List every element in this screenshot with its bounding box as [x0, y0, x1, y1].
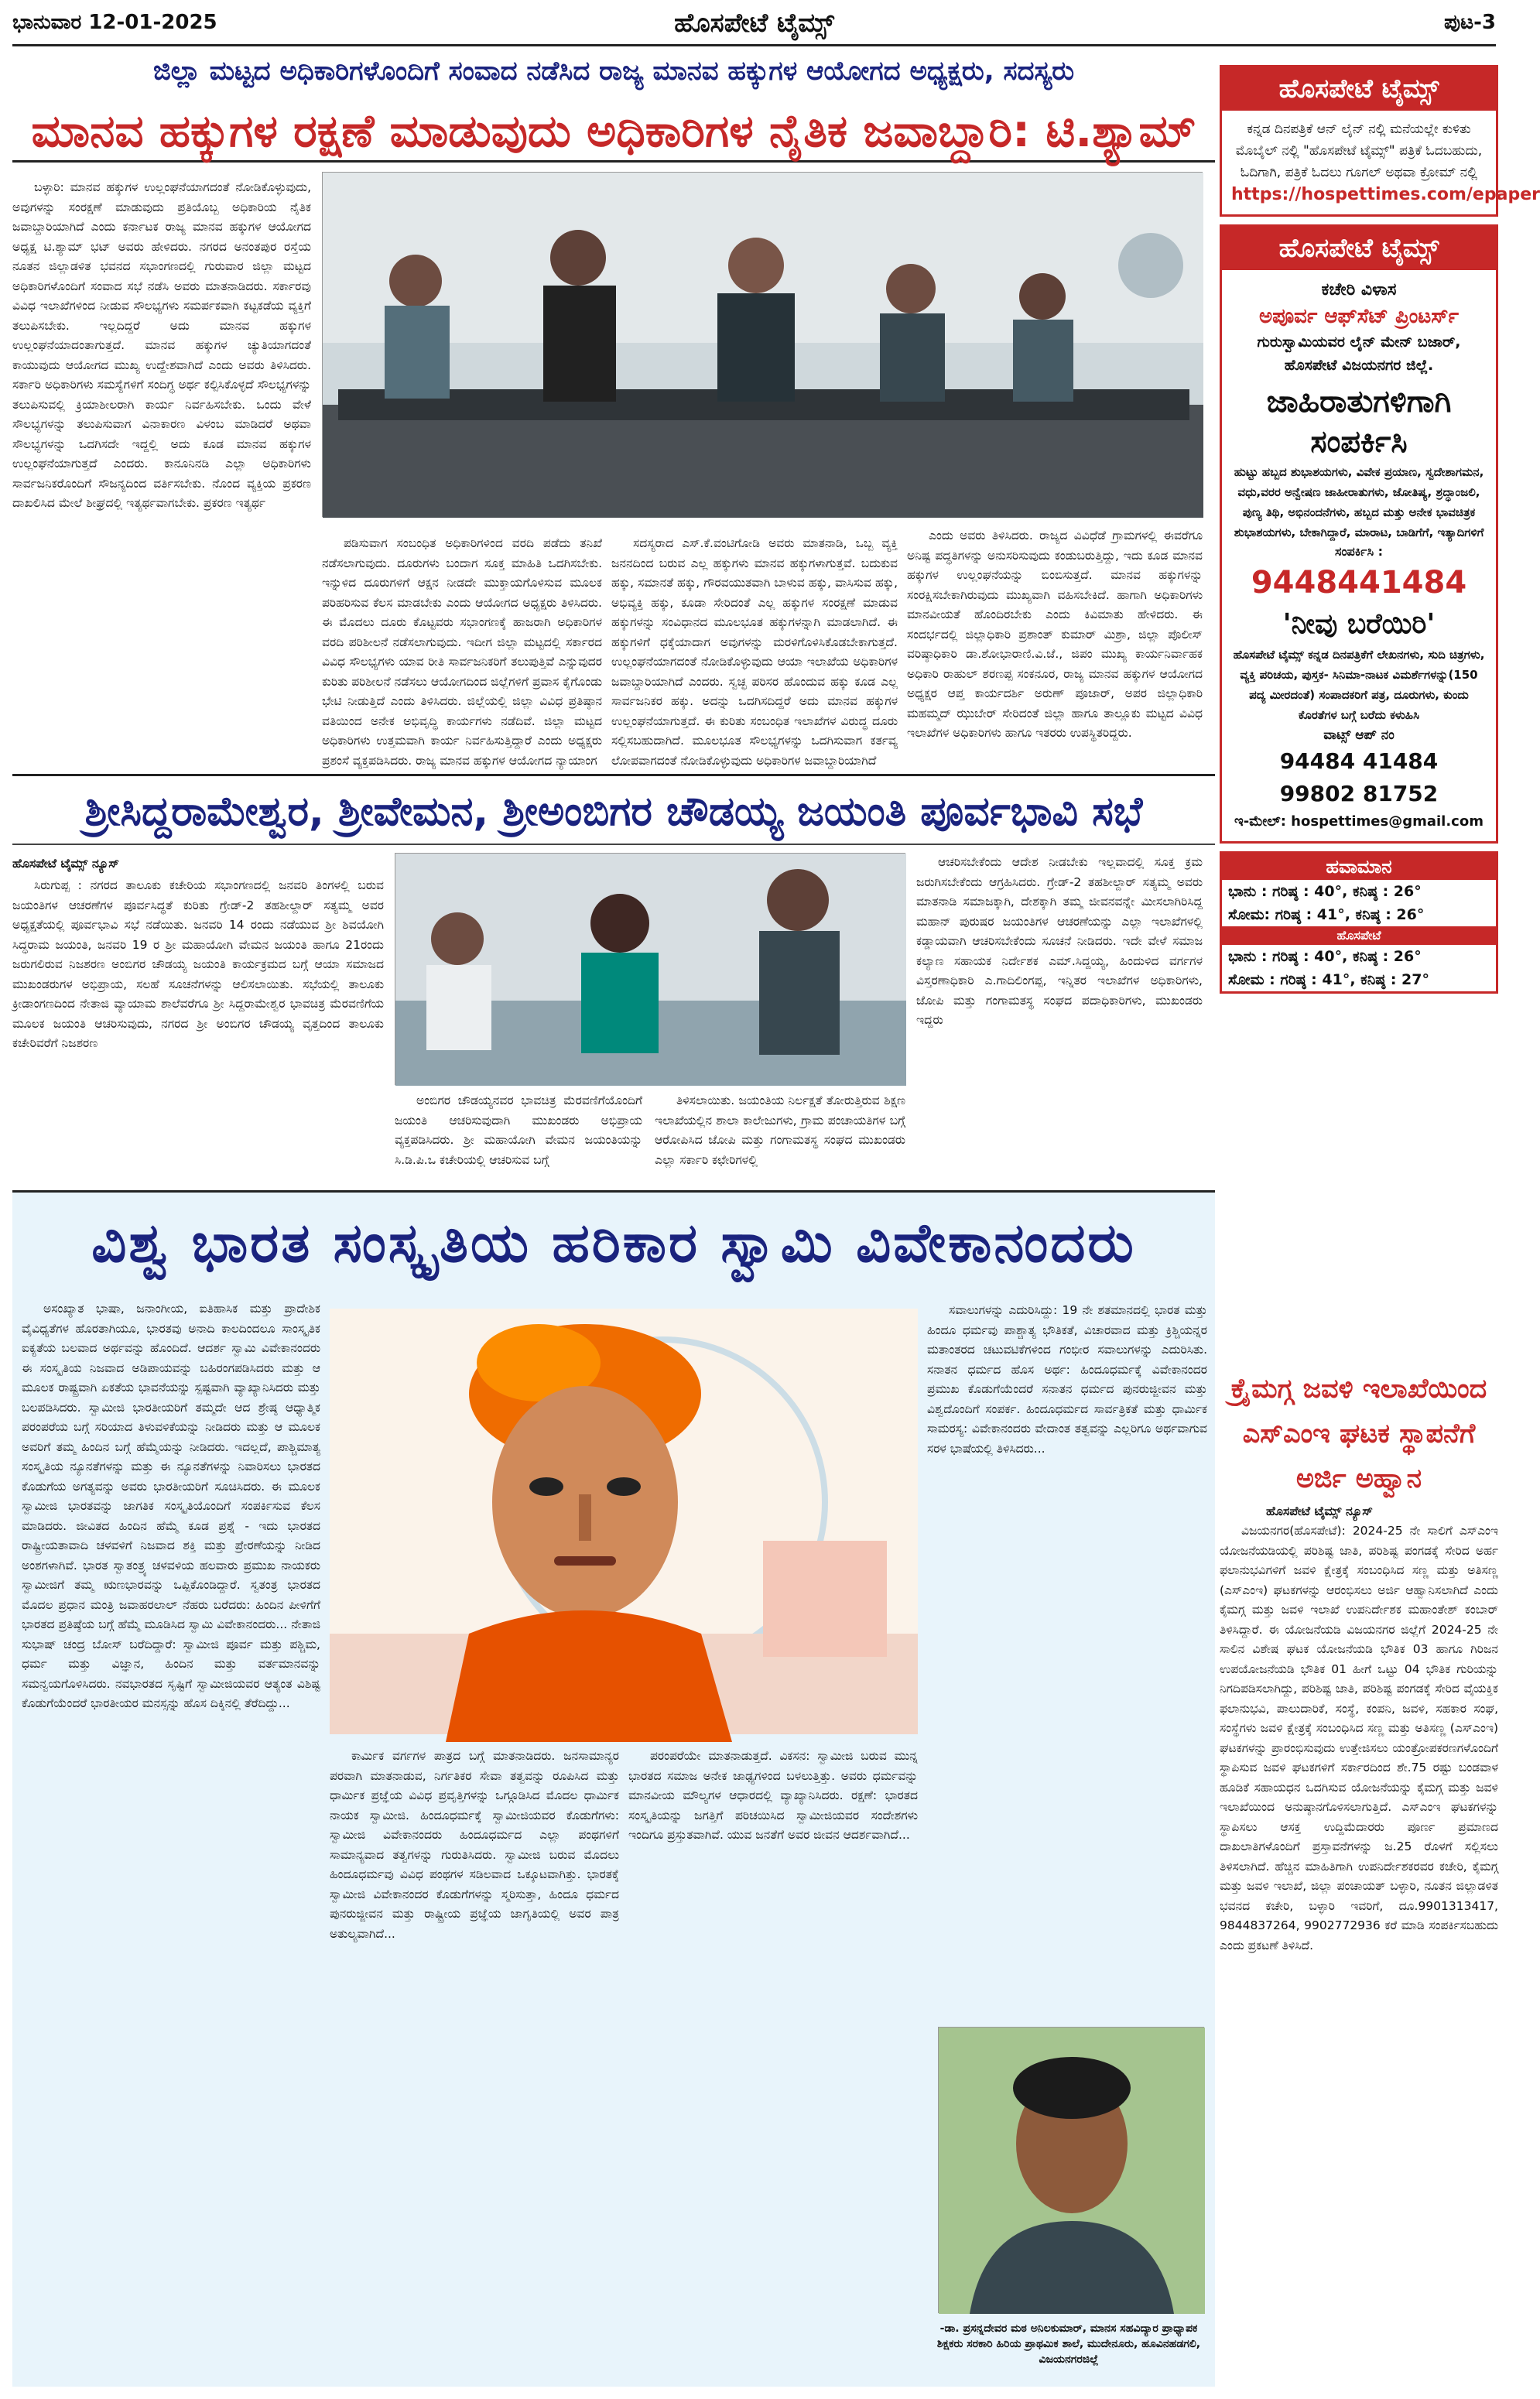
sidebar: [1220, 65, 1540, 994]
page-number: ಪುಟ-3: [1443, 11, 1496, 34]
write-description: ಹೊಸಪೇಟೆ ಟೈಮ್ಸ್ ಕನ್ನಡ ದಿನಪತ್ರಿಕೆಗೆ ಲೇಖನಗಳು, ಸುದಿ ಚಿತ್ರಗಳು, ವ್ಯಕ್ತಿ ಪರಿಚಯ, ಪುಸ್ತಕ- ಸಿನಿಮಾ-ನಾಟಕ ವಿಮರ್ಶೆಗಳನ್ನು(150 ಪದ್ಯ ಮೀರದಂತೆ) ಸಂಪಾದಕರಿಗೆ ಪತ್ರ, ದೂರುಗಳು, ಕುಂದು ಕೊರತೆಗಳ ಬಗ್ಗೆ ಬರೆದು ಕಳುಹಿಸಿ: [1233, 648, 1485, 722]
story1-column-1: ಬಳ್ಳಾರಿ: ಮಾನವ ಹಕ್ಕುಗಳ ಉಲ್ಲಂಘನೆಯಾಗದಂತೆ ನೋಡಿಕೊಳ್ಳುವುದು, ಅವುಗಳನ್ನು ಸಂರಕ್ಷಣೆ ಮಾಡುವುದು ಪ್ರತಿಯೊಬ್ಬ ಅಧಿಕಾರಿಯ ನೈತಿಕ ಜವಾಬ್ದಾರಿಯಾಗಿದೆ ಎಂದು ಕರ್ನಾಟಕ ರಾಜ್ಯ ಮಾನವ ಹಕ್ಕುಗಳ ಆಯೋಗದ ಅಧ್ಯಕ್ಷ ಟಿ.ಶ್ಯಾಮ್ ಭಟ್ ಅವರು ಹೇಳಿದರು. ನಗರದ ಅನಂತಪುರ ರಸ್ತೆಯ ನೂತನ ಜಿಲ್ಲಾಡಳಿತ ಭವನದ ಸಭಾಂಗಣದಲ್ಲಿ ಗುರುವಾರ ಜಿಲ್ಲಾ ಮಟ್ಟದ ಅಧಿಕಾರಿಗಳೊಂದಿಗೆ ಸಂವಾದ ಸಭೆ ನಡೆಸಿ ಅವರು ಮಾತನಾಡಿದರು. ಸರ್ಕಾರವು ವಿವಿಧ ಇಲಾಖೆಗಳಿಂದ ನೀಡುವ ಸೌಲಭ್ಯಗಳು ಸಮರ್ಪಕವಾಗಿ ಕಟ್ಟಕಡೆಯ ವ್ಯಕ್ತಿಗೆ ತಲುಪಿಸಬೇಕು. ಇಲ್ಲದಿದ್ದರೆ ಅದು ಮಾನವ ಹಕ್ಕುಗಳ ಉಲ್ಲಂಘನೆಯಾದಂತಾಗುತ್ತದೆ. ಮಾನವ ಹಕ್ಕುಗಳ ಚ್ಯುತಿಯಾಗದಂತೆ ಕಾಯುವುದು ಆಯೋಗದ ಮುಖ್ಯ ಉದ್ದೇಶವಾಗಿದೆ ಎಂದು ಅವರು ತಿಳಿಸಿದರು. ಸರ್ಕಾರಿ ಅಧಿಕಾರಿಗಳು ಸಮಸ್ಯೆಗಳಿಗೆ ಸಂದಿಗ್ಧ ಅರ್ಥ ಕಲ್ಪಿಸಿಕೊಳ್ಳದೆ ಸೌಲಭ್ಯಗಳನ್ನು ತಲುಪಿಸುವಲ್ಲಿ ಕ್ರಿಯಾಶೀಲರಾಗಿ ಕಾರ್ಯ ನಿರ್ವಹಿಸಬೇಕು. ಒಂದು ವೇಳೆ ಸೌಲಭ್ಯಗಳನ್ನು ತಲುಪಿಸುವಾಗ ವಿನಾಕಾರಣ ವಿಳಂಬ ಮಾಡಿದರೆ ಅಥವಾ ಸೌಲಭ್ಯಗಳನ್ನು ಒದಗಿಸದೇ ಇದ್ದಲ್ಲಿ ಅದು ಕೂಡ ಮಾನವ ಹಕ್ಕುಗಳ ಉಲ್ಲಂಘನೆಯಾಗುತ್ತದೆ ಎಂದರು. ಕಾನೂನಿನಡಿ ಎಲ್ಲಾ ಅಧಿಕಾರಿಗಳು ಸಾರ್ವಜನಿಕರೊಂದಿಗೆ ಸೌಜನ್ಯದಿಂದ ವರ್ತಿಸಬೇಕು. ನೊಂದ ವ್ಯಕ್ತಿಯ ಪ್ರಕರಣ ದಾಖಲಿಸಿದ ಮೇಲೆ ಶೀಘ್ರದಲ್ಲಿ ಇತ್ಯರ್ಥವಾಗಬೇಕು. ಪ್ರಕರಣ ಇತ್ಯರ್ಥ: [12, 180, 311, 510]
masthead: ಹೊಸಪೇಟೆ ಟೈಮ್ಸ್: [674, 8, 834, 39]
write-heading: 'ನೀವು ಬರೆಯಿರಿ': [1282, 608, 1436, 640]
story2-byline: ಹೊಸಪೇಟೆ ಟೈಮ್ಸ್ ನ್ಯೂಸ್: [12, 856, 119, 871]
author-photo: [938, 2027, 1204, 2313]
story1-headline: ಮಾನವ ಹಕ್ಕುಗಳ ರಕ್ಷಣೆ ಮಾಡುವುದು ಅಧಿಕಾರಿಗಳ ನೈತಿಕ ಜವಾಬ್ದಾರಿ: ಟಿ.ಶ್ಯಾಮ್: [12, 99, 1215, 163]
story3-column-1: ಅಸಂಖ್ಯಾತ ಭಾಷಾ, ಜನಾಂಗೀಯ, ಐತಿಹಾಸಿಕ ಮತ್ತು ಪ್ರಾದೇಶಿಕ ವೈವಿಧ್ಯತೆಗಳ ಹೊರತಾಗಿಯೂ, ಭಾರತವು ಅನಾದಿ ಕಾಲದಿಂದಲೂ ಸಾಂಸ್ಕೃತಿಕ ಐಕ್ಯತೆಯ ಬಲವಾದ ಅರ್ಥವನ್ನು ಹೊಂದಿದೆ. ಆದರ್ಶ ಸ್ವಾಮಿ ವಿವೇಕಾನಂದರು ಈ ಸಂಸ್ಕೃತಿಯ ನಿಜವಾದ ಅಡಿಪಾಯವನ್ನು ಬಹಿರಂಗಪಡಿಸಿದರು ಮತ್ತು ಆ ಮೂಲಕ ರಾಷ್ಟ್ರವಾಗಿ ಏಕತೆಯ ಭಾವನೆಯನ್ನು ಸ್ಪಷ್ಟವಾಗಿ ವ್ಯಾಖ್ಯಾನಿಸಿದರು ಮತ್ತು ಬಲಪಡಿಸಿದರು. ಸ್ವಾಮೀಜಿ ಭಾರತೀಯರಿಗೆ ತಮ್ಮದೇ ಆದ ಶ್ರೇಷ್ಠ ಆಧ್ಯಾತ್ಮಿಕ ಪರಂಪರೆಯ ಬಗ್ಗೆ ಸರಿಯಾದ ತಿಳುವಳಿಕೆಯನ್ನು ನೀಡಿದರು ಮತ್ತು ಆ ಮೂಲಕ ಅವರಿಗೆ ತಮ್ಮ ಹಿಂದಿನ ಬಗ್ಗೆ ಹೆಮ್ಮೆಯನ್ನು ನೀಡಿದರು. ಇದಲ್ಲದೆ, ಪಾಶ್ಚಿಮಾತ್ಯ ಸಂಸ್ಕೃತಿಯ ನ್ಯೂನತೆಗಳನ್ನು ಮತ್ತು ಈ ನ್ಯೂನತೆಗಳನ್ನು ನಿವಾರಿಸಲು ಭಾರತದ ಕೊಡುಗೆಯ ಅಗತ್ಯವನ್ನು ಅವರು ಭಾರತೀಯರಿಗೆ ಸೂಚಿಸಿದರು. ಈ ಮೂಲಕ ಸ್ವಾಮೀಜಿ ಭಾರತವನ್ನು ಜಾಗತಿಕ ಸಂಸ್ಕೃತಿಯೊಂದಿಗೆ ಸಂಪರ್ಕಿಸುವ ಕೆಲಸ ಮಾಡಿದರು. ಜೀವಿತದ ಹಿಂದಿನ ಹೆಮ್ಮೆ ಕೂಡ ಪ್ರಶ್ನೆ - ಇದು ಭಾರತದ ರಾಷ್ಟ್ರೀಯತಾವಾದಿ ಚಳವಳಿಗೆ ನಿಜವಾದ ಶಕ್ತಿ ಮತ್ತು ಪ್ರೇರಣೆಯನ್ನು ನೀಡಿದ ಅಂಶಗಳಾಗಿವೆ. ಭಾರತ ಸ್ವಾತಂತ್ರ್ಯ ಚಳವಳಿಯ ಹಲವಾರು ಪ್ರಮುಖ ನಾಯಕರು ಸ್ವಾಮೀಜಿಗೆ ತಮ್ಮ ಋಣಭಾರವನ್ನು ಒಪ್ಪಿಕೊಂಡಿದ್ದಾರೆ. ಸ್ವತಂತ್ರ ಭಾರತದ ಮೊದಲ ಪ್ರಧಾನ ಮಂತ್ರಿ ಜವಾಹರಲಾಲ್ ನೆಹರು ಬರೆದರು: ಹಿಂದಿನ ಪೀಳಿಗೆಗೆ ಭಾರತದ ಪ್ರತಿಷ್ಠೆಯ ಬಗ್ಗೆ ಹೆಮ್ಮೆ ಮೂಡಿಸಿದ ಸ್ವಾಮಿ ವಿವೇಕಾನಂದರು... ನೇತಾಜಿ ಸುಭಾಷ್ ಚಂದ್ರ ಬೋಸ್ ಬರೆದಿದ್ದಾರೆ: ಸ್ವಾಮೀಜಿ ಪೂರ್ವ ಮತ್ತು ಪಶ್ಚಿಮ, ಧರ್ಮ ಮತ್ತು ವಿಜ್ಞಾನ, ಹಿಂದಿನ ಮತ್ತು ವರ್ತಮಾನವನ್ನು ಸಮನ್ವಯಗೊಳಿಸಿದರು. ನವಭಾರತದ ಸೃಷ್ಟಿಗೆ ಸ್ವಾಮೀಜಿಯವರ ಆತ್ಯಂತ ವಿಶಿಷ್ಟ ಕೊಡುಗೆಯೆಂದರೆ ಭಾರತೀಯರ ಮನಸ್ಸನ್ನು ಹೊಸ ದಿಕ್ಕಿನಲ್ಲಿ ತೆರೆದಿದ್ದು...: [22, 1302, 320, 1710]
weather-title: ಹವಾಮಾನ: [1222, 854, 1496, 880]
weather-row: ಸೋಮ : ಗರಿಷ್ಠ : 41°, ಕನಿಷ್ಠ : 27°: [1228, 971, 1429, 988]
story2-column-4: ಆಚರಿಸಬೇಕೆಂದು ಆದೇಶ ನೀಡಬೇಕು ಇಲ್ಲವಾದಲ್ಲಿ ಸೂಕ್ತ ಕ್ರಮ ಜರುಗಿಸಬೇಕೆಂದು ಆಗ್ರಹಿಸಿದರು. ಗ್ರೇಡ್-2 ತಹಶೀಲ್ದಾರ್ ಸತ್ಯಮ್ಮ ಅವರು ಮಾತನಾಡಿ ಸಮಾಜಕ್ಕಾಗಿ, ದೇಶಕ್ಕಾಗಿ ತಮ್ಮ ಜೀವನವನ್ನೇ ಮೀಸಲಾಗಿರಿಸಿದ್ದ ಮಹಾನ್ ಪುರುಷರ ಜಯಂತಿಗಳ ಆಚರಣೆಯನ್ನು ಎಲ್ಲಾ ಇಲಾಖೆಗಳಲ್ಲಿ ಕಡ್ಡಾಯವಾಗಿ ಆಚರಿಸಬೇಕೆಂದು ಸೂಚನೆ ನೀಡಿದರು. ಇದೇ ವೇಳೆ ಸಮಾಜ ಕಲ್ಯಾಣ ಸಹಾಯಕ ನಿರ್ದೇಶಕ ಎಮ್.ಸಿದ್ದಯ್ಯ, ಹಿಂದುಳಿದ ವರ್ಗಗಳ ವಿಸ್ತರಣಾಧಿಕಾರಿ ಎ.ಗಾದಿಲಿಂಗಪ್ಪ, ಇನ್ನಿತರ ಇಲಾಖೆಗಳ ಅಧಿಕಾರಿಗಳು, ಜೋಪಿ ಮತ್ತು ಗಂಗಾಮತಸ್ಥ ಸಂಘದ ಪದಾಧಿಕಾರಿಗಳು, ಮುಖಂಡರು ಇದ್ದರು: [916, 855, 1203, 1027]
whatsapp-label: ವಾಟ್ಸ್ ಆಪ್ ನಂ: [1323, 727, 1395, 743]
side-story: [1220, 1367, 1498, 2319]
email-address[interactable]: ಇ-ಮೇಲ್: hospettimes@gmail.com: [1234, 813, 1484, 830]
story2-column-2: ಅಂಬಿಗರ ಚೌಡಯ್ಯನವರ ಭಾವಚಿತ್ರ ಮೆರವಣಿಗೆಯೊಂದಿಗೆ ಜಯಂತಿ ಆಚರಿಸುವುದಾಗಿ ಮುಖಂಡರು ಅಭಿಪ್ರಾಯ ವ್ಯಕ್ತಪಡಿಸಿದರು. ಶ್ರೀ ಮಹಾಯೋಗಿ ವೇಮನ ಜಯಂತಿಯನ್ನು ಸಿ.ಡಿ.ಪಿ.ಒ ಕಚೇರಿಯಲ್ಲಿ ಆಚರಿಸುವ ಬಗ್ಗೆ: [395, 1093, 642, 1167]
story2-column-1: ಸಿರುಗುಪ್ಪ : ನಗರದ ತಾಲೂಕು ಕಚೇರಿಯ ಸಭಾಂಗಣದಲ್ಲಿ ಜನವರಿ ತಿಂಗಳಲ್ಲಿ ಬರುವ ಜಯಂತಿಗಳ ಆಚರಣೆಗಳ ಪೂರ್ವಸಿದ್ಧತೆ ಕುರಿತು ಗ್ರೇಡ್-2 ತಹಶೀಲ್ದಾರ್ ಸತ್ಯಮ್ಮ ಅವರ ಅಧ್ಯಕ್ಷತೆಯಲ್ಲಿ ಪೂರ್ವಭಾವಿ ಸಭೆ ನಡೆಯಿತು. ಜನವರಿ 14 ರಂದು ನಡೆಯುವ ಶ್ರೀ ಶಿವಯೋಗಿ ಸಿದ್ಧರಾಮ ಜಯಂತಿ, ಜನವರಿ 19 ರ ಶ್ರೀ ಮಹಾಯೋಗಿ ವೇಮನ ಜಯಂತಿ ಹಾಗೂ 21ರಂದು ಜರುಗಲಿರುವ ನಿಜಶರಣ ಅಂಬಿಗರ ಚೌಡಯ್ಯ ಜಯಂತಿ ಕಾರ್ಯಕ್ರಮದ ಬಗ್ಗೆ ಆಯಾ ಸಮಾಜದ ಮುಖಂಡರುಗಳ ಅಭಿಪ್ರಾಯ, ಸಲಹೆ ಸೂಚನೆಗಳನ್ನು ಆಲಿಸಲಾಯಿತು. ಸಭೆಯಲ್ಲಿ ತಾಲೂಕು ಕ್ರೀಡಾಂಗಣದಿಂದ ನೇತಾಜಿ ವ್ಯಾಯಾಮ ಶಾಲೆವರೆಗೂ ಶ್ರೀ ಸಿದ್ದರಾಮೇಶ್ವರ ಭಾವಚಿತ್ರ ಮೆರವಣಿಗೆಯ ಮೂಲಕ ಜಯಂತಿ ಆಚರಿಸುವುದು, ನಗರದ ಶ್ರೀ ಅಂಬಿಗರ ಚೌಡಯ್ಯ ವೃತ್ತದಿಂದ ತಾಲೂಕು ಕಚೇರಿವರೆಗೆ ನಿಜಶರಣ: [12, 878, 384, 1050]
prebriefing-photo: [395, 853, 905, 1085]
office-label: ಕಚೇರಿ ವಿಳಾಸ: [1321, 280, 1397, 299]
whatsapp-phone-2[interactable]: 99802 81752: [1279, 781, 1439, 806]
side-story-byline: ಹೊಸಪೇಟೆ ಟೈಮ್ಸ್ ನ್ಯೂಸ್: [1266, 1504, 1373, 1518]
story1-column-3: ಸದಸ್ಯರಾದ ಎಸ್.ಕೆ.ವಂಟಿಗೋಡಿ ಅವರು ಮಾತನಾಡಿ, ಒಬ್ಬ ವ್ಯಕ್ತಿ ಜನನದಿಂದ ಬರುವ ಎಲ್ಲ ಹಕ್ಕುಗಳು ಮಾನವ ಹಕ್ಕುಗಳಾಗುತ್ತವೆ. ಬದುಕುವ ಹಕ್ಕು, ಸಮಾನತೆ ಹಕ್ಕು, ಗೌರವಯುತವಾಗಿ ಬಾಳುವ ಹಕ್ಕು, ವಾಸಿಸುವ ಹಕ್ಕು, ಅಭಿವ್ಯಕ್ತಿ ಹಕ್ಕು, ಕೂಡಾ ಸೇರಿದಂತೆ ಎಲ್ಲ ಹಕ್ಕುಗಳ ಸಂರಕ್ಷಣೆ ಮಾಡುವ ಹಕ್ಕುಗಳನ್ನು ಸಂವಿಧಾನದ ಮೂಲಭೂತ ಹಕ್ಕುಗಳನ್ನಾಗಿ ಮಾಡಲಾಗಿದೆ. ಈ ಹಕ್ಕುಗಳಿಗೆ ಧಕ್ಕೆಯಾದಾಗ ಅವುಗಳನ್ನು ಮರಳಿಗೊಳಿಸಿಕೊಡಬೇಕಾಗುತ್ತದೆ. ಉಲ್ಲಂಘನೆಯಾಗದಂತೆ ನೋಡಿಕೊಳ್ಳುವುದು ಆಯಾ ಇಲಾಖೆಯ ಅಧಿಕಾರಿಗಳ ಜವಾಬ್ದಾರಿಯಾಗಿದೆ ಎಂದರು. ಸ್ವಚ್ಛ ಪರಿಸರ ಹೊಂದುವ ಹಕ್ಕು ಕೂಡ ಎಲ್ಲ ಸಾರ್ವಜನಿಕರ ಹಕ್ಕು. ಅದನ್ನು ಒದಗಿಸದಿದ್ದರೆ ಅದು ಮಾನವ ಹಕ್ಕುಗಳ ಉಲ್ಲಂಘನೆಯಾಗುತ್ತದೆ. ಈ ಕುರಿತು ಸಂಬಂಧಿತ ಇಲಾಖೆಗಳ ವಿರುದ್ಧ ದೂರು ಸಲ್ಲಿಸಬಹುದಾಗಿದೆ. ಮೂಲಭೂತ ಸೌಲಭ್ಯಗಳನ್ನು ಒದಗಿಸುವಾಗ ಕರ್ತವ್ಯ ಲೋಪವಾಗದಂತೆ ನೋಡಿಕೊಳ್ಳುವುದು ಅಧಿಕಾರಿಗಳ ಜವಾಬ್ದಾರಿಯಾಗಿದೆ: [611, 536, 898, 768]
printer-name: ಅಪೂರ್ವ ಆಫ್‌ಸೆಟ್ ಪ್ರಿಂಟರ್ಸ್: [1259, 305, 1459, 328]
weather-row: ಭಾನು : ಗರಿಷ್ಠ : 40°, ಕನಿಷ್ಠ : 26°: [1228, 883, 1422, 900]
story3-column-2: ಕಾರ್ಮಿಕ ವರ್ಗಗಳ ಪಾತ್ರದ ಬಗ್ಗೆ ಮಾತನಾಡಿದರು. ಜನಸಾಮಾನ್ಯರ ಪರವಾಗಿ ಮಾತನಾಡುವ, ನಿರ್ಗತಿಕರ ಸೇವಾ ತತ್ವವನ್ನು ರೂಪಿಸಿದ ಮತ್ತು ಧಾರ್ಮಿಕ ಪ್ರಜ್ಞೆಯ ವಿವಿಧ ಪ್ರವೃತ್ತಿಗಳನ್ನು ಒಗ್ಗೂಡಿಸಿದ ಮೊದಲ ಧಾರ್ಮಿಕ ನಾಯಕ ಸ್ವಾಮೀಜಿ. ಹಿಂದೂಧರ್ಮಕ್ಕೆ ಸ್ವಾಮೀಜಿಯವರ ಕೊಡುಗೆಗಳು: ಸ್ವಾಮೀಜಿ ವಿವೇಕಾನಂದರು ಹಿಂದೂಧರ್ಮದ ಎಲ್ಲಾ ಪಂಥಗಳಿಗೆ ಸಾಮಾನ್ಯವಾದ ತತ್ವಗಳನ್ನು ಗುರುತಿಸಿದರು. ಸ್ವಾಮೀಜಿ ಬರುವ ಮೊದಲು ಹಿಂದೂಧರ್ಮವು ವಿವಿಧ ಪಂಥಗಳ ಸಡಿಲವಾದ ಒಕ್ಕೂಟವಾಗಿತ್ತು. ಭಾರತಕ್ಕೆ ಸ್ವಾಮೀಜಿ ವಿವೇಕಾನಂದರ ಕೊಡುಗೆಗಳನ್ನು ಸ್ಮರಿಸುತ್ತಾ, ಹಿಂದೂ ಧರ್ಮದ ಪುನರುಜ್ಜೀವನ ಮತ್ತು ರಾಷ್ಟ್ರೀಯ ಪ್ರಜ್ಞೆಯ ಜಾಗೃತಿಯಲ್ಲಿ ಅವರ ಪಾತ್ರ ಅತುಲ್ಯವಾಗಿದೆ...: [330, 1749, 619, 1941]
ads-phone[interactable]: 9448441484: [1251, 565, 1467, 601]
vivekananda-section: [12, 1190, 1215, 2387]
weather-box: [1220, 851, 1498, 994]
story3-headline: ವಿಶ್ವ ಭಾರತ ಸಂಸ್ಕೃತಿಯ ಹರಿಕಾರ ಸ್ವಾಮಿ ವಿವೇಕಾನಂದರು: [91, 1211, 1136, 1275]
story2-column-3: ತಿಳಿಸಲಾಯಿತು. ಜಯಂತಿಯ ನಿರ್ಲಕ್ಷತೆ ತೋರುತ್ತಿರುವ ಶಿಕ್ಷಣ ಇಲಾಖೆಯಲ್ಲಿನ ಶಾಲಾ ಕಾಲೇಜುಗಳು, ಗ್ರಾಮ ಪಂಚಾಯತಿಗಳ ಬಗ್ಗೆ ಆರೋಪಿಸಿದ ಜೋಪಿ ಮತ್ತು ಗಂಗಾಮತಸ್ಥ ಸಂಘದ ಮುಖಂಡರು ಎಲ್ಲಾ ಸರ್ಕಾರಿ ಕಛೇರಿಗಳಲ್ಲಿ: [655, 1093, 905, 1167]
story2-headline: ಶ್ರೀಸಿದ್ದರಾಮೇಶ್ವರ, ಶ್ರೀವೇಮನ, ಶ್ರೀಅಂಬಿಗರ ಚೌಡಯ್ಯ ಜಯಂತಿ ಪೂರ್ವಭಾವಿ ಸಭೆ: [12, 774, 1215, 845]
contact-heading: ಸಂಪರ್ಕಿಸಿ: [1310, 424, 1408, 460]
ads-heading: ಜಾಹಿರಾತುಗಳಿಗಾಗಿ: [1266, 384, 1452, 419]
author-caption: -ಡಾ. ಪ್ರಸನ್ನದೇವರ ಮಠ ಅನಿಲಕುಮಾರ್, ಮಾನಸ ಸಹವಿದ್ಯಾರ ಪ್ರಾಧ್ಯಾಪಕ ಶಿಕ್ಷಕರು ಸರಕಾರಿ ಹಿರಿಯ ಪ್ರಾಥಮಿಕ ಶಾಲೆ, ಮುದೇನೂರು, ಹೂವಿನಹಡಗಲಿ, ವಿಜಯನಗರಜಿಲ್ಲೆ: [936, 2322, 1201, 2366]
epaper-text: ಕನ್ನಡ ದಿನಪತ್ರಿಕೆ ಆನ್ ಲೈನ್ ನಲ್ಲಿ ಮನೆಯಲ್ಲೇ ಕುಳಿತು ಮೊಬೈಲ್ ನಲ್ಲಿ "ಹೊಸಪೇಟೆ ಟೈಮ್ಸ್" ಪತ್ರಿಕೆ ಓದಬಹುದು, ಓದಿಗಾಗಿ, ಪತ್ರಿಕೆ ಓದಲು ಗೂಗಲ್ ಅಥವಾ ಕ್ರೋಮ್ ನಲ್ಲಿ: [1235, 121, 1483, 180]
office-box-title: ಹೊಸಪೇಟೆ ಟೈಮ್ಸ್: [1222, 227, 1496, 270]
story1-kicker: ಜಿಲ್ಲಾ ಮಟ್ಟದ ಅಧಿಕಾರಿಗಳೊಂದಿಗೆ ಸಂವಾದ ನಡೆಸಿದ ರಾಜ್ಯ ಮಾನವ ಹಕ್ಕುಗಳ ಆಯೋಗದ ಅಧ್ಯಕ್ಷರು, ಸದಸ್ಯರು: [152, 56, 1075, 87]
edition-date: ಭಾನುವಾರ 12-01-2025: [12, 11, 217, 34]
weather-city: ಹೊಸಪೇಟೆ: [1222, 926, 1496, 945]
meeting-photo: [322, 172, 1203, 517]
whatsapp-phone-1[interactable]: 94484 41484: [1279, 748, 1439, 774]
epaper-box-title: ಹೊಸಪೇಟೆ ಟೈಮ್ಸ್: [1222, 67, 1496, 111]
office-address: ಗುರುಸ್ವಾಮಿಯವರ ಲೈನ್ ಮೇನ್ ಬಜಾರ್, ಹೊಸಪೇಟೆ ವಿಜಯನಗರ ಜಿಲ್ಲೆ.: [1257, 334, 1461, 374]
ads-description: ಹುಟ್ಟು ಹಬ್ಬದ ಶುಭಾಶಯಗಳು, ವಿವೇಕ ಪ್ರಯಾಣ, ಸ್ವದೇಶಾಗಮನ, ವಧು,ವರರ ಅನ್ವೇಷಣ ಜಾಹೀರಾತುಗಳು, ಜೋತಿಷ್ಯ, ಶ್ರದ್ಧಾಂಜಲಿ, ಪುಣ್ಯ ತಿಥಿ, ಅಭಿನಂದನೆಗಳು, ಹಬ್ಬದ ಮತ್ತು ಅನೇಕ ಭಾವಚಿತ್ರಕ ಶುಭಾಶಯಗಳು, ಬೇಕಾಗಿದ್ದಾರೆ, ಮಾರಾಟ, ಬಾಡಿಗೆಗೆ, ಇತ್ಯಾದಿಗಳಿಗೆ: [1234, 465, 1484, 539]
story1-column-4: ಎಂದು ಅವರು ತಿಳಿಸಿದರು. ರಾಜ್ಯದ ವಿವಿಧೆಡೆ ಗ್ರಾಮಗಳಲ್ಲಿ ಈವರೆಗೂ ಅನಿಷ್ಟ ಪದ್ಧತಿಗಳನ್ನು ಅನುಸರಿಸುವುದು ಕಂಡುಬರುತ್ತಿದ್ದು, ಇದು ಕೂಡ ಮಾನವ ಹಕ್ಕುಗಳ ಉಲ್ಲಂಘನೆಯನ್ನು ಬಿಂಬಿಸುತ್ತದೆ. ಮಾನವ ಹಕ್ಕುಗಳನ್ನು ಸಂರಕ್ಷಿಸಬೇಕಾಗಿರುವುದು ಮುಖ್ಯವಾಗಿ ವಹಿಸಬೇಕಿದೆ. ಹಾಗಾಗಿ ಅಧಿಕಾರಿಗಳು ಮಾನವೀಯತೆ ಹೊಂದಿರಬೇಕು ಎಂದು ಕಿವಿಮಾತು ಹೇಳಿದರು. ಈ ಸಂದರ್ಭದಲ್ಲಿ ಜಿಲ್ಲಾಧಿಕಾರಿ ಪ್ರಶಾಂತ್ ಕುಮಾರ್ ಮಿಶ್ರಾ, ಜಿಲ್ಲಾ ಪೊಲೀಸ್ ವರಿಷ್ಠಾಧಿಕಾರಿ ಡಾ.ಶೋಭಾರಾಣಿ.ವಿ.ಜೆ., ಜಿಪಂ ಮುಖ್ಯ ಕಾರ್ಯನಿರ್ವಾಹಕ ಅಧಿಕಾರಿ ರಾಹುಲ್ ಶರಣಪ್ಪ ಸಂಕನೂರ, ರಾಜ್ಯ ಮಾನವ ಹಕ್ಕುಗಳ ಆಯೋಗದ ಅಧ್ಯಕ್ಷರ ಆಪ್ತ ಕಾರ್ಯದರ್ಶಿ ಅರುಣ್ ಪೂಜಾರ್, ಅಪರ ಜಿಲ್ಲಾಧಿಕಾರಿ ಮಹಮ್ಮದ್ ಝುಬೇರ್ ಸೇರಿದಂತೆ ಜಿಲ್ಲಾ ಹಾಗೂ ತಾಲ್ಲೂಕು ಮಟ್ಟದ ವಿವಿಧ ಇಲಾಖೆಗಳ ಅಧಿಕಾರಿಗಳು ಹಾಗೂ ಇತರರು ಉಪಸ್ಥಿತರಿದ್ದರು.: [907, 529, 1203, 740]
vivekananda-illustration: [330, 1309, 918, 1734]
story1-column-2: ಪಡಿಸುವಾಗ ಸಂಬಂಧಿತ ಅಧಿಕಾರಿಗಳಿಂದ ವರದಿ ಪಡೆದು ತನಿಖೆ ನಡೆಸಲಾಗುವುದು. ದೂರುಗಳು ಬಂದಾಗ ಸೂಕ್ತ ಮಾಹಿತಿ ಒದಗಿಸಬೇಕು. ಇನ್ನುಳಿದ ದೂರುಗಳಿಗೆ ಆಕ್ಷನ ನೀಡದೇ ಮುಕ್ತಾಯಗೊಳಿಸುವ ಮೂಲಕ ಪರಿಹರಿಸುವ ಕೆಲಸ ಮಾಡಬೇಕು ಎಂದು ಆಯೋಗದ ಅಧ್ಯಕ್ಷರು ತಿಳಿಸಿದರು. ಈ ಮೊದಲು ದೂರು ಕೊಟ್ಟವರು ಸಭಾಂಗಣಕ್ಕೆ ಹಾಜರಾಗಿ ಅಧಿಕಾರಿಗಳ ವರದಿ ಪರಿಶೀಲನೆ ನಡೆಸಲಾಗುವುದು. ಇದೀಗ ಜಿಲ್ಲಾ ಮಟ್ಟದಲ್ಲಿ ಸರ್ಕಾರದ ವಿವಿಧ ಸೌಲಭ್ಯಗಳು ಯಾವ ರೀತಿ ಸಾರ್ವಜನಿಕರಿಗೆ ತಲುಪುತ್ತಿವೆ ಎನ್ನುವುದರ ಕುರಿತು ಪರಿಶೀಲನೆ ನಡೆಸಲು ಆಯೋಗದಿಂದ ಜಿಲ್ಲೆಗಳಿಗೆ ಪ್ರವಾಸ ಕೈಗೊಂಡು ಭೇಟಿ ನೀಡುತ್ತಿದೆ ಎಂದು ತಿಳಿಸಿದರು. ಜಿಲ್ಲೆಯಲ್ಲಿ ಜಿಲ್ಲಾ ವಿವಿಧ ಪ್ರತಿಷ್ಠಾನ ವತಿಯಿಂದ ಅನೇಕ ಅಭಿವೃದ್ಧಿ ಕಾರ್ಯಗಳು ನಡೆದಿವೆ. ಜಿಲ್ಲಾ ಮಟ್ಟದ ಅಧಿಕಾರಿಗಳು ಉತ್ತಮವಾಗಿ ಕಾರ್ಯ ನಿರ್ವಹಿಸುತ್ತಿದ್ದಾರೆ ಎಂದು ಅಧ್ಯಕ್ಷರು ಪ್ರಶಂಸೆ ವ್ಯಕ್ತಪಡಿಸಿದರು. ರಾಜ್ಯ ಮಾನವ ಹಕ್ಕುಗಳ ಆಯೋಗದ ನ್ಯಾಯಾಂಗ: [322, 536, 602, 768]
contact-label: ಸಂಪರ್ಕಿಸಿ :: [1334, 544, 1384, 559]
story3-column-3: ಪರಂಪರೆಯೇ ಮಾತನಾಡುತ್ತದೆ. ವಿಕಸನ: ಸ್ವಾಮೀಜಿ ಬರುವ ಮುನ್ನ ಭಾರತದ ಸಮಾಜ ಅನೇಕ ಜಾಢ್ಯಗಳಿಂದ ಬಳಲುತ್ತಿತ್ತು. ಅವರು ಧರ್ಮವನ್ನು ಮಾನವೀಯ ಮೌಲ್ಯಗಳ ಆಧಾರದಲ್ಲಿ ವ್ಯಾಖ್ಯಾನಿಸಿದರು. ರಕ್ಷಣೆ: ಭಾರತದ ಸಂಸ್ಕೃತಿಯನ್ನು ಜಗತ್ತಿಗೆ ಪರಿಚಯಿಸಿದ ಸ್ವಾಮೀಜಿಯವರ ಸಂದೇಶಗಳು ಇಂದಿಗೂ ಪ್ರಸ್ತುತವಾಗಿವೆ. ಯುವ ಜನತೆಗೆ ಅವರ ಜೀವನ ಆದರ್ಶವಾಗಿದೆ...: [628, 1749, 918, 1842]
epaper-link[interactable]: https://hospettimes.com/epaper: [1231, 185, 1540, 204]
office-box: [1220, 224, 1498, 844]
side-story-body: ವಿಜಯನಗರ(ಹೊಸಪೇಟೆ): 2024-25 ನೇ ಸಾಲಿಗೆ ಎಸ್‌ಎಂಇ ಯೋಜನೆಯಡಿಯಲ್ಲಿ ಪರಿಶಿಷ್ಟ ಜಾತಿ, ಪರಿಶಿಷ್ಟ ಪಂಗಡಕ್ಕೆ ಸೇರಿದ ಅರ್ಹ ಫಲಾನುಭವಿಗಳಿಗೆ ಜವಳಿ ಕ್ಷೇತ್ರಕ್ಕೆ ಸಂಬಂಧಿಸಿದ ಸಣ್ಣ ಮತ್ತು ಅತಿಸಣ್ಣ (ಎಸ್‌ಎಂಇ) ಘಟಕಗಳನ್ನು ಆರಂಭಿಸಲು ಅರ್ಜಿ ಆಹ್ವಾನಿಸಲಾಗಿದೆ ಎಂದು ಕೈಮಗ್ಗ ಮತ್ತು ಜವಳಿ ಇಲಾಖೆ ಉಪನಿರ್ದೇಶಕ ಮಹಾಂತೇಶ್ ಕಂಬಾರ್ ತಿಳಿಸಿದ್ದಾರೆ. ಈ ಯೋಜನೆಯಡಿ ವಿಜಯನಗರ ಜಿಲ್ಲೆಗೆ 2024-25 ನೇ ಸಾಲಿನ ವಿಶೇಷ ಘಟಕ ಯೋಜನೆಯಡಿ ಭೌತಿಕ 03 ಹಾಗೂ ಗಿರಿಜನ ಉಪಯೋಜನೆಯಡಿ ಭೌತಿಕ 01 ಹೀಗೆ ಒಟ್ಟು 04 ಭೌತಿಕ ಗುರಿಯನ್ನು ನಿಗದಿಪಡಿಸಲಾಗಿದ್ದು, ಪರಿಶಿಷ್ಟ ಜಾತಿ, ಪರಿಶಿಷ್ಟ ಪಂಗಡಕ್ಕೆ ಸೇರಿದ ವೈಯಕ್ತಿಕ ಫಲಾನುಭವಿ, ಪಾಲುದಾರಿಕೆ, ಸಂಸ್ಥೆ, ಕಂಪನಿ, ಜವಳಿ, ಸಹಕಾರ ಸಂಘ, ಸಂಸ್ಥೆಗಳು ಜವಳಿ ಕ್ಷೇತ್ರಕ್ಕೆ ಸಂಬಂಧಿಸಿದ ಸಣ್ಣ ಮತ್ತು ಅತಿಸಣ್ಣ (ಎಸ್‌ಎಂಇ) ಘಟಕಗಳನ್ನು ಪ್ರಾರಂಭಿಸುವುದು ಉತ್ತೇಜಿಸಲು ಯಂತ್ರೋಪಕರಣಗಳೊಂದಿಗೆ ಸ್ಥಾಪಿಸುವ ಜವಳಿ ಘಟಕಗಳಿಗೆ ಸರ್ಕಾರದಿಂದ ಶೇ.75 ರಷ್ಟು ಬಂಡವಾಳ ಹೂಡಿಕೆ ಸಹಾಯಧನ ಒದಗಿಸುವ ಯೋಜನೆಯನ್ನು ಕೈಮಗ್ಗ ಮತ್ತು ಜವಳಿ ಇಲಾಖೆಯಿಂದ ಅನುಷ್ಠಾನಗೊಳಿಸಲಾಗುತ್ತಿದೆ. ಎಸ್‌ಎಂಇ ಘಟಕಗಳನ್ನು ಸ್ಥಾಪಿಸಲು ಆಸಕ್ತ ಉದ್ದಿಮೆದಾರರು ಪೂರ್ಣ ಪ್ರಮಾಣದ ದಾಖಲಾತಿಗಳೊಂದಿಗೆ ಪ್ರಸ್ತಾವನೆಗಳನ್ನು ಜ.25 ರೊಳಗೆ ಸಲ್ಲಿಸಲು ತಿಳಿಸಲಾಗಿದೆ. ಹೆಚ್ಚಿನ ಮಾಹಿತಿಗಾಗಿ ಉಪನಿರ್ದೇಶಕರವರ ಕಚೇರಿ, ಕೈಮಗ್ಗ ಮತ್ತು ಜವಳಿ ಇಲಾಖೆ, ಜಿಲ್ಲಾ ಪಂಚಾಯತ್ ಬಳ್ಳಾರಿ, ನೂತನ ಜಿಲ್ಲಾಡಳಿತ ಭವನದ ಕಚೇರಿ, ಬಳ್ಳಾರಿ ಇವರಿಗೆ, ದೂ.9901313417, 9844837264, 9902772936 ಕರೆ ಮಾಡಿ ಸಂಪರ್ಕಿಸಬಹುದು ಎಂದು ಪ್ರಕಟಣೆ ತಿಳಿಸಿದೆ.: [1220, 1524, 1498, 1952]
weather-row: ಸೋಮ: ಗರಿಷ್ಠ : 41°, ಕನಿಷ್ಠ : 26°: [1228, 906, 1425, 923]
story3-column-4: ಸವಾಲುಗಳನ್ನು ಎದುರಿಸಿದ್ದು: 19 ನೇ ಶತಮಾನದಲ್ಲಿ ಭಾರತ ಮತ್ತು ಹಿಂದೂ ಧರ್ಮವು ಪಾಶ್ಚಾತ್ಯ ಭೌತಿಕತೆ, ವಿಚಾರವಾದ ಮತ್ತು ಕ್ರಿಶ್ಚಿಯನ್ನರ ಮತಾಂತರದ ಚಟುವಟಿಕೆಗಳಿಂದ ಗಂಭೀರ ಸವಾಲುಗಳನ್ನು ಎದುರಿಸಿತು. ಸನಾತನ ಧರ್ಮದ ಹೊಸ ಅರ್ಥ: ಹಿಂದೂಧರ್ಮಕ್ಕೆ ವಿವೇಕಾನಂದರ ಪ್ರಮುಖ ಕೊಡುಗೆಯೆಂದರೆ ಸನಾತನ ಧರ್ಮದ ಪುನರುಜ್ಜೀವನ ಮತ್ತು ವಿಶ್ವದೊಂದಿಗೆ ಸಂಪರ್ಕ. ಹಿಂದೂಧರ್ಮದ ಸಾರ್ವತ್ರಿಕತೆ ಮತ್ತು ಧಾರ್ಮಿಕ ಸಾಮರಸ್ಯ: ವಿವೇಕಾನಂದರು ವೇದಾಂತ ತತ್ವವನ್ನು ಎಲ್ಲರಿಗೂ ಅರ್ಥವಾಗುವ ಸರಳ ಭಾಷೆಯಲ್ಲಿ ತಿಳಿಸಿದರು...: [927, 1303, 1207, 1456]
side-story-headline: ಕ್ರೈಮಗ್ಗ ಜವಳಿ ಇಲಾಖೆಯಿಂದ ಎಸ್‌ಎಂಇ ಘಟಕ ಸ್ಥಾಪನೆಗೆ ಅರ್ಜಿ ಅಹ್ವಾನ: [1230, 1374, 1487, 1494]
weather-row: ಭಾನು : ಗರಿಷ್ಠ : 40°, ಕನಿಷ್ಠ : 26°: [1228, 948, 1422, 965]
page-header: [12, 6, 1496, 46]
epaper-box: [1220, 65, 1540, 217]
